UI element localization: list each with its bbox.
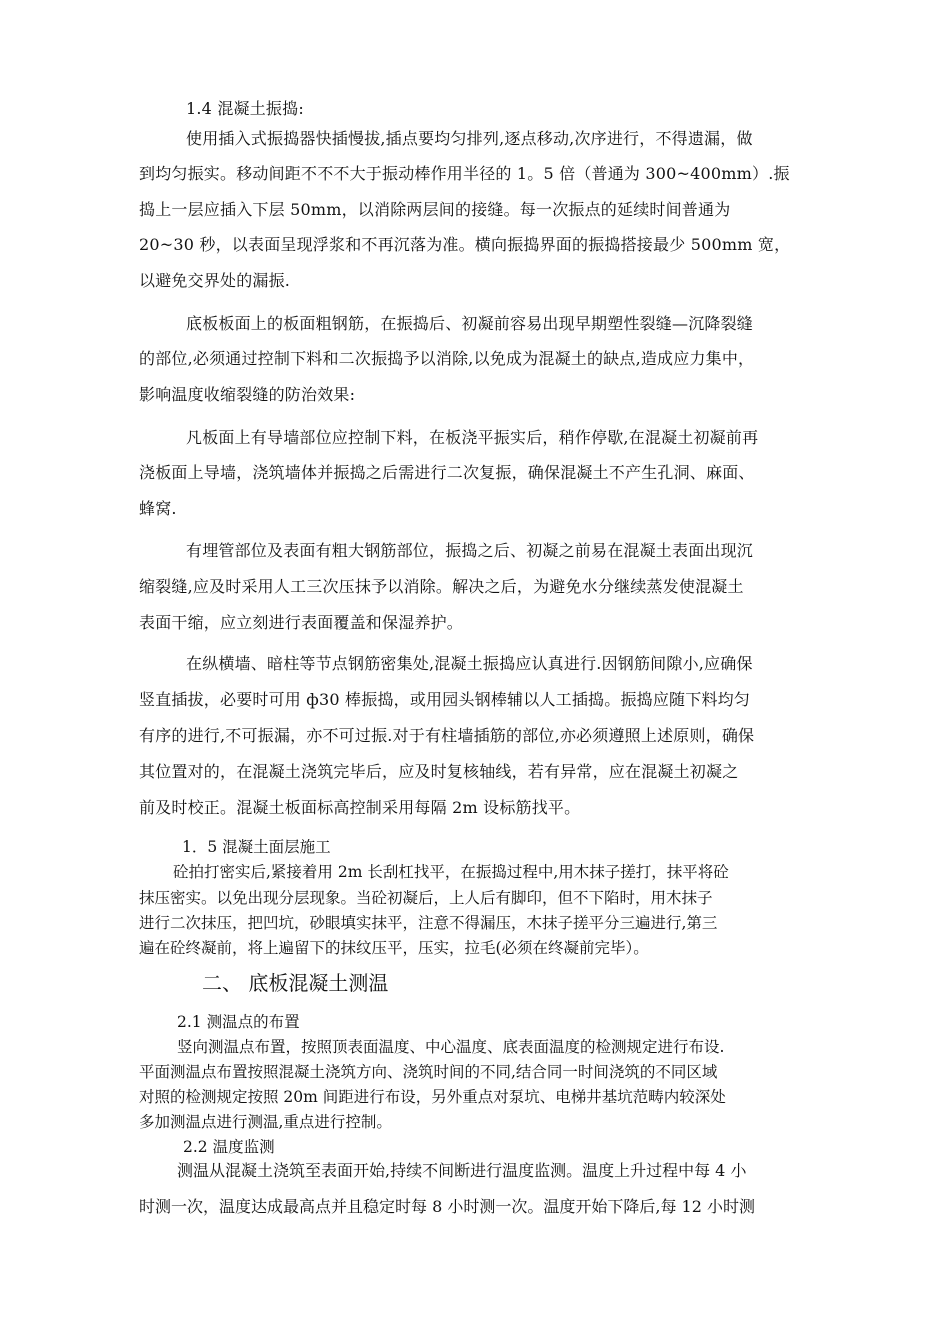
paragraph-line: 到均匀振实。移动间距不不不大于振动棒作用半径的 1。5 倍（普通为 300~400mm）.振 <box>139 164 790 183</box>
section-2-1-heading: 2.1 测温点的布置 <box>177 1013 300 1031</box>
paragraph-line: 进行二次抹压，把凹坑，砂眼填实抹平，注意不得漏压，木抹子搓平分三遍进行,第三 <box>139 914 718 932</box>
paragraph-line: 蜂窝. <box>139 499 177 518</box>
paragraph-line: 底板板面上的板面粗钢筋，在振捣后、初凝前容易出现早期塑性裂缝—沉降裂缝 <box>186 314 754 333</box>
paragraph-line: 竖向测温点布置，按照顶表面温度、中心温度、底表面温度的检测规定进行布设. <box>177 1038 725 1056</box>
paragraph-line: 20~30 秒，以表面呈现浮浆和不再沉落为准。横向振捣界面的振捣搭接最少 500mm 宽， <box>139 235 791 254</box>
chapter-2-heading: 二、 底板混凝土测温 <box>202 971 389 995</box>
paragraph-line: 前及时校正。混凝土板面标高控制采用每隔 2m 设标筋找平。 <box>139 798 581 817</box>
paragraph-line: 表面干缩，应立刻进行表面覆盖和保湿养护。 <box>139 613 464 632</box>
paragraph-line: 浇板面上导墙，浇筑墙体并振捣之后需进行二次复振，确保混凝土不产生孔洞、麻面、 <box>139 463 755 482</box>
paragraph-line: 多加测温点进行测温,重点进行控制。 <box>139 1113 392 1131</box>
section-2-2-heading: 2.2 温度监测 <box>183 1138 275 1156</box>
paragraph-line: 遍在砼终凝前，将上遍留下的抹纹压平，压实，拉毛(必须在终凝前完毕）。 <box>139 939 649 957</box>
section-1-4-heading: 1.4 混凝土振捣: <box>186 99 304 118</box>
paragraph-line: 对照的检测规定按照 20m 间距进行布设，另外重点对泵坑、电梯井基坑范畴内较深处 <box>139 1088 726 1106</box>
paragraph-line: 以避免交界处的漏振. <box>139 271 291 290</box>
paragraph-line: 砼拍打密实后,紧接着用 2m 长刮杠找平，在振捣过程中,用木抹子搓打，抹平将砼 <box>173 863 729 881</box>
paragraph-line: 平面测温点布置按照混凝土浇筑方向、浇筑时间的不同,结合同一时间浇筑的不同区域 <box>139 1063 718 1081</box>
paragraph-line: 的部位,必须通过控制下料和二次振捣予以消除,以免成为混凝土的缺点,造成应力集中， <box>139 349 755 368</box>
paragraph-line: 测温从混凝土浇筑至表面开始,持续不间断进行温度监测。温度上升过程中每 4 小 <box>177 1161 747 1180</box>
paragraph-line: 竖直插拔，必要时可用 ф30 棒振捣，或用园头钢棒辅以人工插捣。振捣应随下料均匀 <box>139 690 751 709</box>
paragraph-line: 抹压密实。以免出现分层现象。当砼初凝后，上人后有脚印，但不下陷时，用木抹子 <box>139 889 713 907</box>
paragraph-line: 影响温度收缩裂缝的防治效果: <box>139 385 356 404</box>
paragraph-line: 其位置对的，在混凝土浇筑完毕后，应及时复核轴线，若有异常，应在混凝土初凝之 <box>139 762 739 781</box>
paragraph-line: 时测一次，温度达成最高点并且稳定时每 8 小时测一次。温度开始下降后,每 12 小时测 <box>139 1197 755 1216</box>
paragraph-line: 有埋管部位及表面有粗大钢筋部位，振捣之后、初凝之前易在混凝土表面出现沉 <box>186 541 754 560</box>
paragraph-line: 使用插入式振捣器快插慢拔,插点要均匀排列,逐点移动,次序进行，不得遗漏，做 <box>186 129 753 148</box>
paragraph-line: 凡板面上有导墙部位应控制下料，在板浇平振实后，稍作停歇,在混凝土初凝前再 <box>186 428 759 447</box>
paragraph-line: 捣上一层应插入下层 50mm，以消除两层间的接缝。每一次振点的延续时间普通为 <box>139 200 731 219</box>
paragraph-line: 有序的进行,不可振漏，亦不可过振.对于有柱墙插筋的部位,亦必须遵照上述原则，确保 <box>139 726 755 745</box>
paragraph-line: 在纵横墙、暗柱等节点钢筋密集处,混凝土振捣应认真进行.因钢筋间隙小,应确保 <box>186 654 753 673</box>
paragraph-line: 缩裂缝,应及时采用人工三次压抹予以消除。解决之后，为避免水分继续蒸发使混凝土 <box>139 577 744 596</box>
section-1-5-heading: 1．5 混凝土面层施工 <box>182 838 331 856</box>
